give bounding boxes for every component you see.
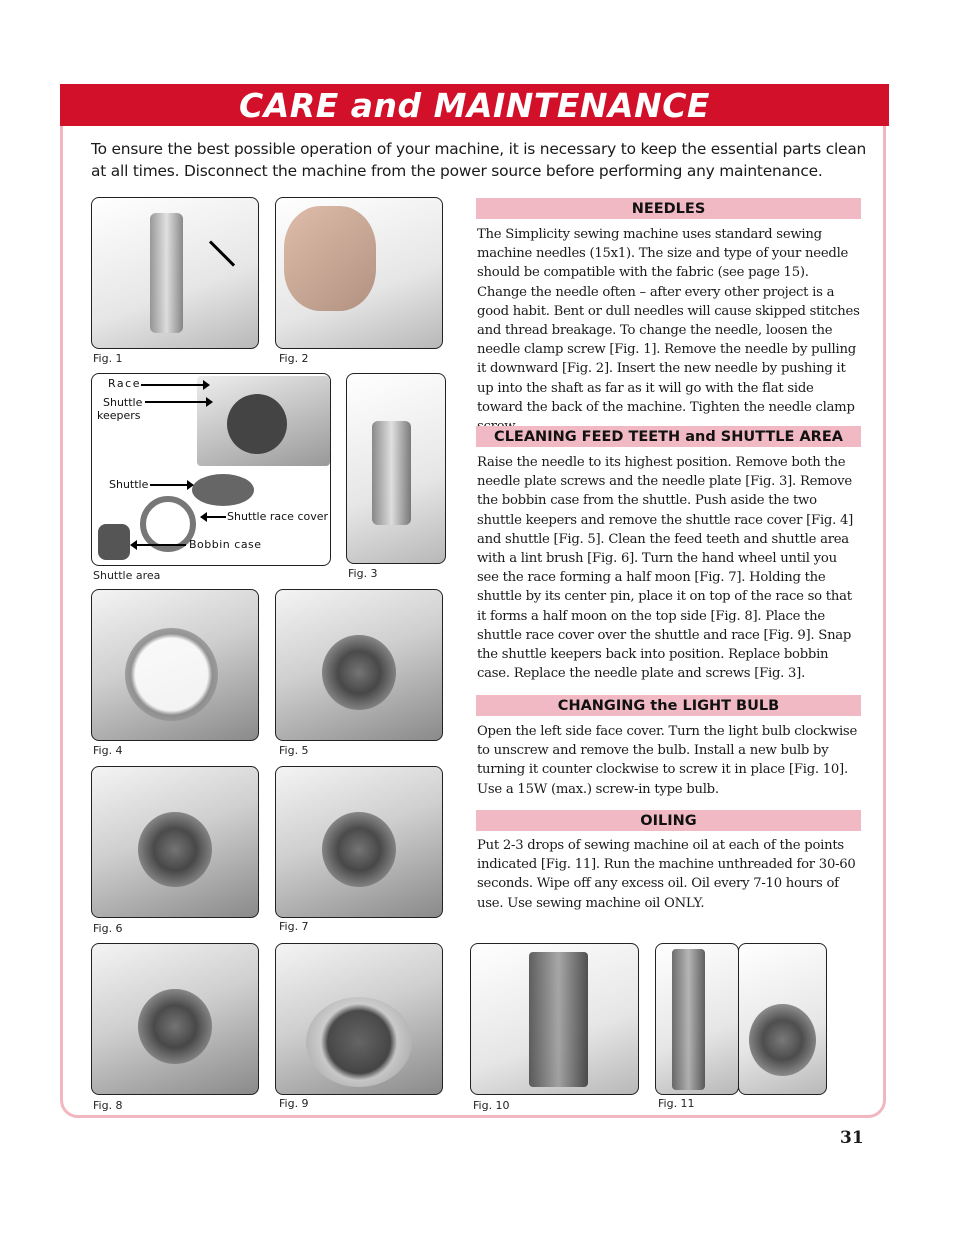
fig-8-photo: [91, 943, 259, 1095]
callout-keepers-line: [145, 401, 207, 403]
callout-race: Race: [108, 377, 141, 390]
fig-8-caption: Fig. 8: [93, 1099, 123, 1112]
oiling-body: Put 2-3 drops of sewing machine oil at each of the points indicated [Fig. 11]. Run the machine unthreaded for 30-60 seconds. Wipe off any excess oil. Oil every 7-10 hours of use. Use sewing machine oil ONLY.: [477, 838, 856, 911]
fig-1-caption: Fig. 1: [93, 352, 123, 365]
callout-shuttle-line: [150, 484, 188, 486]
fig-6-photo: [91, 766, 259, 918]
light-bulb-heading: CHANGING the LIGHT BULB: [476, 695, 861, 716]
fig-3-caption: Fig. 3: [348, 567, 378, 580]
oiling-heading: OILING: [476, 810, 861, 831]
fig-3-photo: [346, 373, 446, 564]
callout-race-line: [141, 384, 204, 386]
fig-11a-photo: [655, 943, 739, 1095]
fig-7-caption: Fig. 7: [279, 920, 309, 933]
fig-2-photo: [275, 197, 443, 349]
fig-5-caption: Fig. 5: [279, 744, 309, 757]
fig-10-caption: Fig. 10: [473, 1099, 510, 1112]
title-banner: [60, 84, 889, 126]
fig-9-caption: Fig. 9: [279, 1097, 309, 1110]
intro-paragraph: To ensure the best possible operation of your machine, it is necessary to keep the essential parts clean at all times. Disconnect the machine from the power source before performing any maintenance.: [91, 140, 867, 180]
page-title: CARE and MAINTENANCE: [239, 85, 710, 125]
fig-2-caption: Fig. 2: [279, 352, 309, 365]
fig-11b-photo: [738, 943, 827, 1095]
fig-9-photo: [275, 943, 443, 1095]
needles-heading: NEEDLES: [476, 198, 861, 219]
shuttle-area-caption: Shuttle area: [93, 569, 161, 582]
needles-body: The Simplicity sewing machine uses standard sewing machine needles (15x1). The size and type of your needle should be compatible with the fabric (see page 15). Change the needle often – after every other project is a good habit. Bent or dull needles will cause skipped stitches and thread breakage. To change the needle, loosen the needle clamp screw [Fig. 1]. Remove the needle by pulling it downward [Fig. 2]. Insert the new needle by pushing it up into the shaft as far as it will go with the flat side toward the back of the machine. Tighten the needle clamp: [477, 227, 860, 415]
cleaning-body: Raise the needle to its highest position. Remove both the needle plate screws and the needle plate [Fig. 3]. Remove the bobbin case from the shuttle. Push aside the two shuttle keepers and remove the shuttle race cover [Fig. 4] and shuttle [Fig. 5]. Clean the feed teeth and shuttle area with a lint brush [Fig. 6]. Turn the hand wheel until you see the race forming a half moon [Fig. 7]. Holding the shuttle by its center pin, place it on top of the race so that it forms a half moon on the top side [Fig. 8]. Place the shuttle race cover over the shuttle and race [Fig. 9]. Snap the shuttle keepers back into position. Replace bobbin case. Replace the needle plate and screws [Fig. 3].: [477, 455, 854, 682]
fig-7-photo: [275, 766, 443, 918]
cleaning-heading: CLEANING FEED TEETH and SHUTTLE AREA: [476, 426, 861, 447]
callout-shuttle: Shuttle: [109, 478, 149, 491]
callout-bobbin-case: Bobbin case: [189, 538, 262, 551]
fig-4-photo: [91, 589, 259, 741]
callout-race-cover-line: [206, 516, 226, 518]
callout-shuttle-keepers-1: Shuttle: [103, 396, 143, 409]
callout-shuttle-keepers-2: keepers: [97, 409, 141, 422]
page-number: 31: [840, 1128, 864, 1148]
fig-5-photo: [275, 589, 443, 741]
fig-1-photo: [91, 197, 259, 349]
callout-shuttle-race-cover: Shuttle race cover: [227, 510, 329, 523]
light-bulb-body: Open the left side face cover. Turn the light bulb clockwise to unscrew and remove the bulb. Install a new bulb by turning it counter clockwise to screw it in place [Fig. 10]. Use a 15W (max.) screw-in type bulb.: [477, 724, 858, 797]
fig-4-caption: Fig. 4: [93, 744, 123, 757]
fig-10-photo: [470, 943, 639, 1095]
callout-bobbin-line: [136, 544, 186, 546]
fig-11-caption: Fig. 11: [658, 1097, 695, 1110]
fig-6-caption: Fig. 6: [93, 922, 123, 935]
